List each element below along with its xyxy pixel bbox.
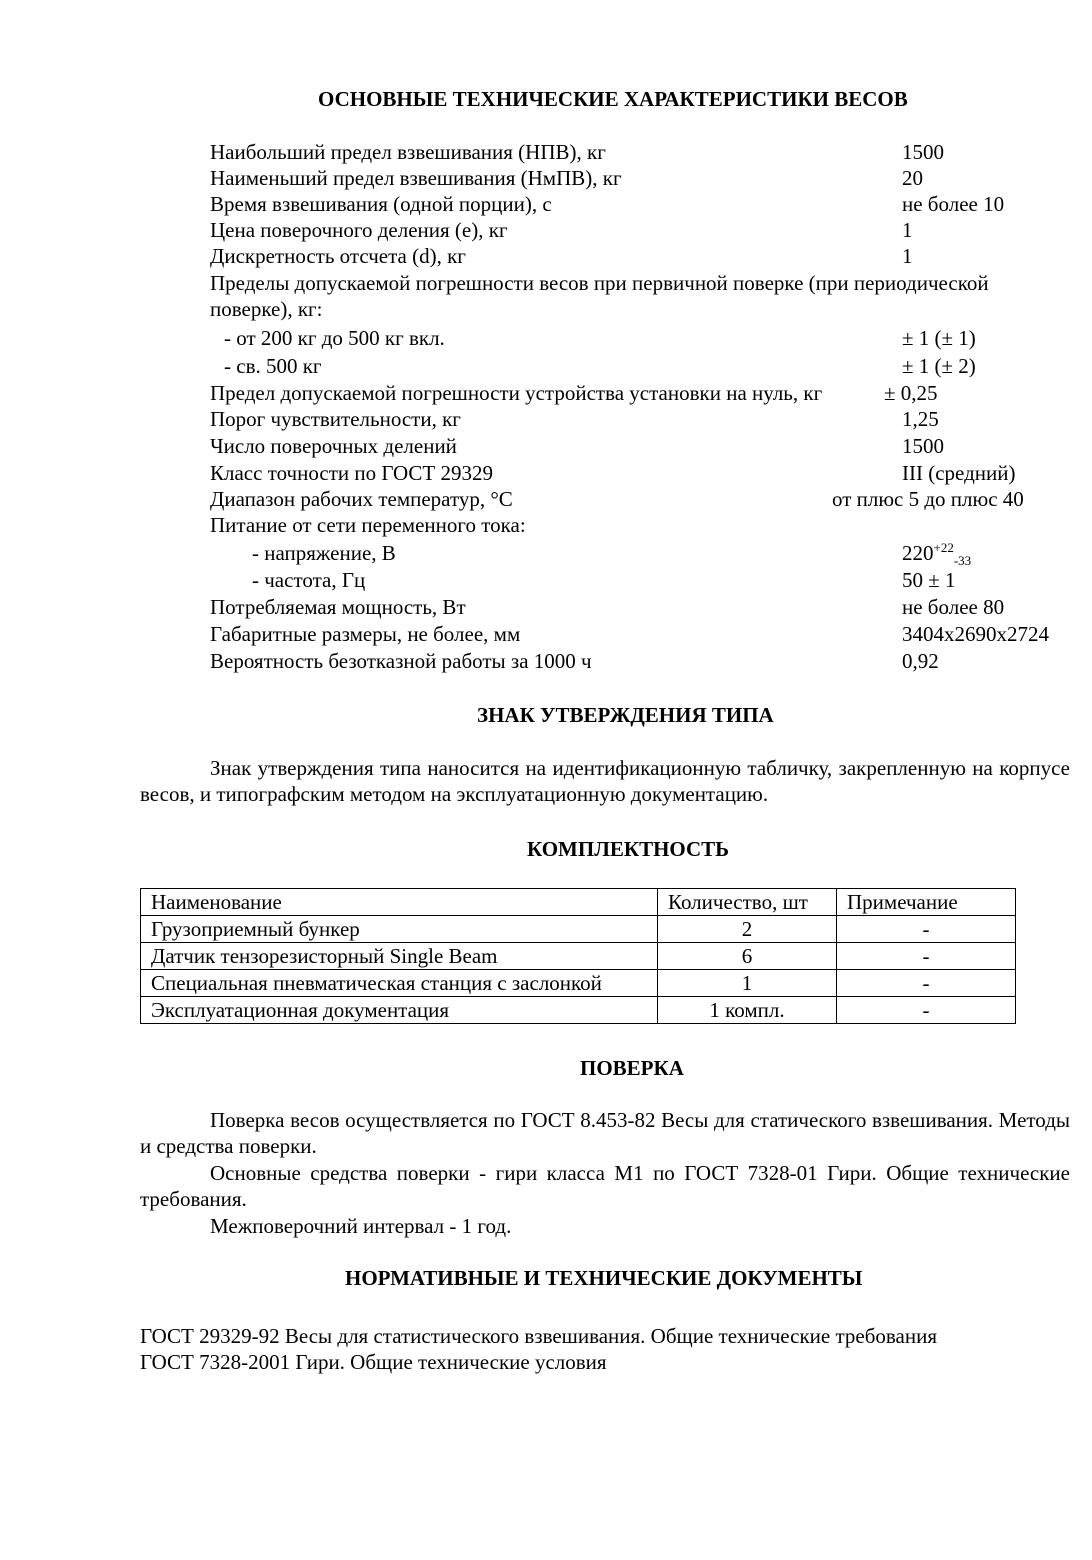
kit-table bbox=[140, 888, 1016, 1024]
verification-paragraph: Межповерочний интервал - 1 год. bbox=[210, 1214, 512, 1238]
column-header-note: Примечание bbox=[837, 889, 1016, 916]
mark-paragraph: Знак утверждения типа наносится на идентификационную табличку, закрепленную на корпусе весов, и типографским методом на эксплуатационную документацию. bbox=[140, 756, 1070, 806]
spec-label: Наибольший предел взвешивания (НПВ), кг bbox=[210, 140, 606, 164]
table-row bbox=[141, 916, 1016, 943]
spec-value: не более 10 bbox=[902, 192, 1005, 216]
voltage-base: 220 bbox=[902, 541, 934, 565]
spec-label: Время взвешивания (одной порции), с bbox=[210, 192, 552, 216]
verification-paragraph: Поверка весов осуществляется по ГОСТ 8.453-82 Весы для статического взвешивания. Методы и средства поверки. bbox=[140, 1108, 1070, 1158]
cell-quantity: 2 bbox=[658, 916, 837, 943]
cell-note: - bbox=[837, 943, 1016, 970]
spec-label: Число поверочных делений bbox=[210, 434, 457, 458]
spec-label: Наименьший предел взвешивания (НмПВ), кг bbox=[210, 166, 622, 190]
verification-paragraph: Основные средства поверки - гири класса М1 по ГОСТ 7328-01 Гири. Общие технические требования. bbox=[140, 1161, 1070, 1211]
specs-heading: ОСНОВНЫЕ ТЕХНИЧЕСКИЕ ХАРАКТЕРИСТИКИ ВЕСОВ bbox=[318, 87, 908, 111]
spec-value: 1500 bbox=[902, 434, 944, 458]
spec-label: поверке), кг: bbox=[210, 297, 323, 321]
spec-label: Питание от сети переменного тока: bbox=[210, 513, 526, 537]
spec-label: Габаритные размеры, не более, мм bbox=[210, 622, 521, 646]
cell-name: Грузоприемный бункер bbox=[141, 916, 658, 943]
cell-name: Датчик тензорезисторный Single Beam bbox=[141, 943, 658, 970]
voltage-lower-tolerance: -33 bbox=[953, 553, 972, 569]
spec-value: не более 80 bbox=[902, 595, 1005, 619]
spec-label: Вероятность безотказной работы за 1000 ч bbox=[210, 649, 592, 673]
spec-value: 3404x2690x2724 bbox=[902, 622, 1049, 646]
spec-label: Класс точности по ГОСТ 29329 bbox=[210, 461, 493, 485]
cell-quantity: 6 bbox=[658, 943, 837, 970]
spec-label: Диапазон рабочих температур, °С bbox=[210, 487, 513, 511]
table-row bbox=[141, 943, 1016, 970]
spec-label: - частота, Гц bbox=[252, 568, 366, 592]
cell-note: - bbox=[837, 970, 1016, 997]
spec-value: 1 bbox=[902, 218, 913, 242]
table-row bbox=[141, 997, 1016, 1024]
cell-name: Специальная пневматическая станция с заслонкой bbox=[141, 970, 658, 997]
spec-value: ± 0,25 bbox=[884, 381, 938, 405]
spec-label: Цена поверочного деления (e), кг bbox=[210, 218, 508, 242]
doc-item: ГОСТ 7328-2001 Гири. Общие технические условия bbox=[140, 1350, 607, 1374]
spec-value: ± 1 (± 1) bbox=[902, 326, 976, 350]
table-header-row bbox=[141, 889, 1016, 916]
mark-heading: ЗНАК УТВЕРЖДЕНИЯ ТИПА bbox=[477, 703, 774, 727]
table-row bbox=[141, 970, 1016, 997]
spec-label: Предел допускаемой погрешности устройства установки на нуль, кг bbox=[210, 381, 823, 405]
spec-label: Пределы допускаемой погрешности весов при первичной поверке (при периодической bbox=[210, 271, 989, 295]
spec-value: от плюс 5 до плюс 40 bbox=[832, 487, 1024, 511]
spec-label: Потребляемая мощность, Вт bbox=[210, 595, 466, 619]
spec-value: 1500 bbox=[902, 140, 944, 164]
spec-label: Порог чувствительности, кг bbox=[210, 407, 461, 431]
cell-name: Эксплуатационная документация bbox=[141, 997, 658, 1024]
kit-heading: КОМПЛЕКТНОСТЬ bbox=[527, 837, 730, 861]
column-header-quantity: Количество, шт bbox=[658, 889, 837, 916]
spec-value: III (средний) bbox=[902, 461, 1016, 485]
spec-label: - св. 500 кг bbox=[224, 354, 322, 378]
column-header-name: Наименование bbox=[141, 889, 658, 916]
spec-label: - от 200 кг до 500 кг вкл. bbox=[224, 326, 445, 350]
voltage-upper-tolerance: +22 bbox=[933, 540, 954, 555]
spec-value: 1 bbox=[902, 244, 913, 268]
cell-note: - bbox=[837, 916, 1016, 943]
cell-quantity: 1 компл. bbox=[658, 997, 837, 1024]
spec-value: ± 1 (± 2) bbox=[902, 354, 976, 378]
doc-item: ГОСТ 29329-92 Весы для статистического взвешивания. Общие технические требования bbox=[140, 1324, 937, 1348]
spec-value bbox=[902, 540, 972, 569]
spec-label: - напряжение, В bbox=[252, 541, 396, 565]
docs-heading: НОРМАТИВНЫЕ И ТЕХНИЧЕСКИЕ ДОКУМЕНТЫ bbox=[345, 1266, 863, 1290]
spec-value: 0,92 bbox=[902, 649, 939, 673]
spec-label: Дискретность отсчета (d), кг bbox=[210, 244, 466, 268]
spec-value: 1,25 bbox=[902, 407, 939, 431]
spec-value: 20 bbox=[902, 166, 923, 190]
cell-note: - bbox=[837, 997, 1016, 1024]
cell-quantity: 1 bbox=[658, 970, 837, 997]
spec-value: 50 ± 1 bbox=[902, 568, 956, 592]
verification-heading: ПОВЕРКА bbox=[580, 1056, 684, 1080]
